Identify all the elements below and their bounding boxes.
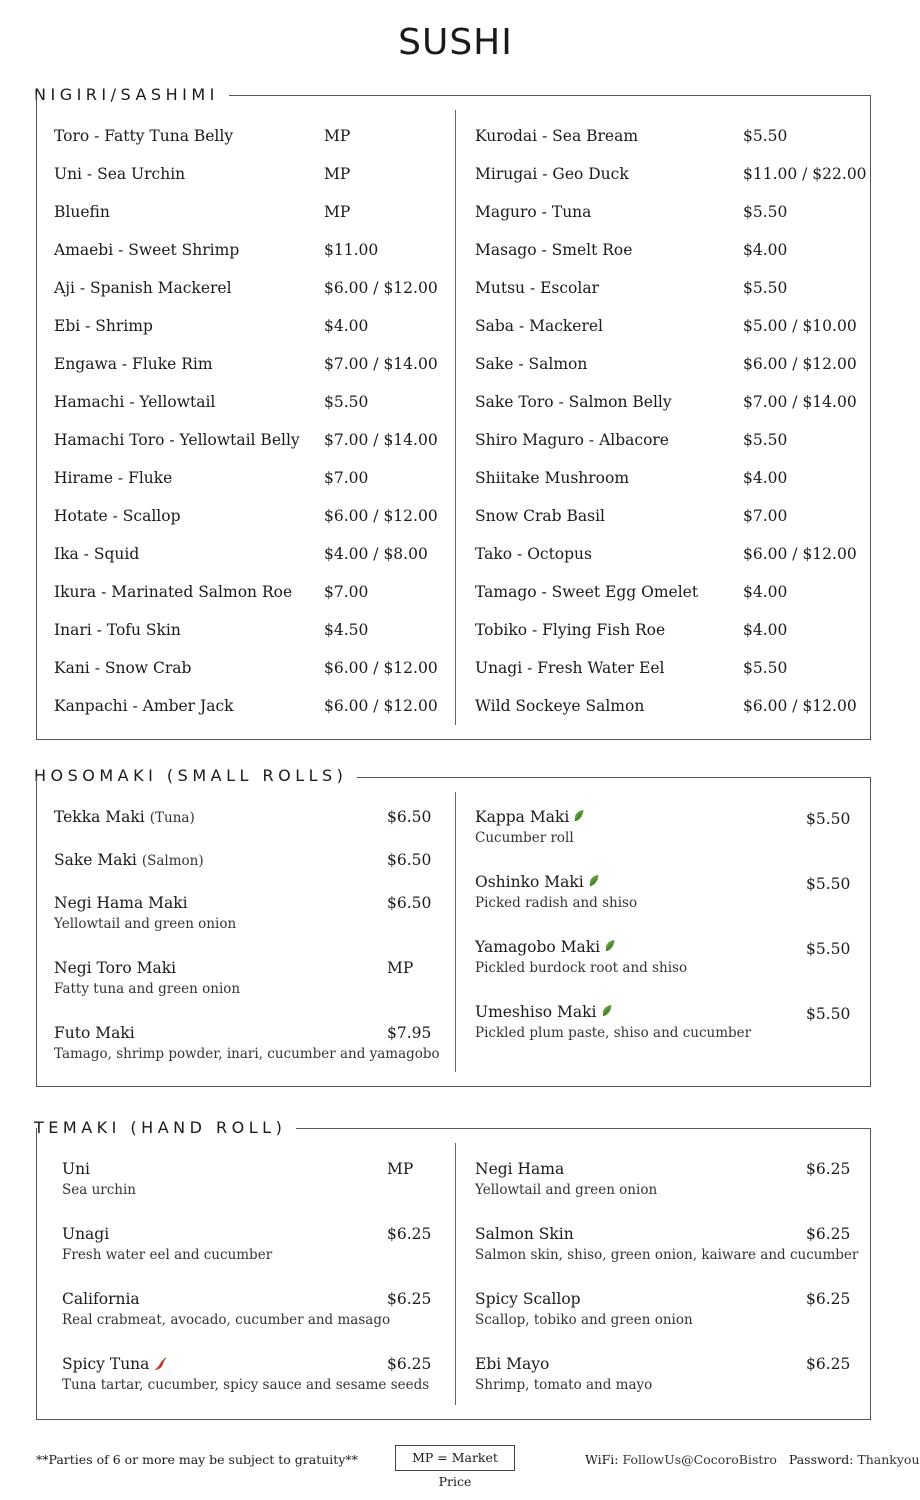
nigiri-section xyxy=(36,95,871,740)
leaf-icon xyxy=(601,1004,613,1018)
nigiri-item-name: Amaebi - Sweet Shrimp xyxy=(54,241,240,259)
nigiri-item-price: MP xyxy=(324,127,351,145)
hosomaki-item-name: Tekka Maki xyxy=(54,808,145,826)
temaki-item-description: Sea urchin xyxy=(62,1182,136,1198)
nigiri-item-name: Kurodai - Sea Bream xyxy=(475,127,639,145)
hosomaki-item-fish: (Tuna) xyxy=(149,810,195,826)
nigiri-item-name: Aji - Spanish Mackerel xyxy=(54,279,232,297)
gratuity-note: **Parties of 6 or more may be subject to gratuity** xyxy=(36,1452,358,1467)
temaki-item-description: Salmon skin, shiso, green onion, kaiware and cucumber xyxy=(475,1247,859,1263)
nigiri-item-price: $4.00 xyxy=(743,469,788,487)
temaki-item-name: Spicy Tuna xyxy=(62,1355,150,1373)
nigiri-item-name: Maguro - Tuna xyxy=(475,203,592,221)
nigiri-item-name: Tamago - Sweet Egg Omelet xyxy=(475,583,699,601)
nigiri-item-name: Uni - Sea Urchin xyxy=(54,165,186,183)
temaki-item-name: Spicy Scallop xyxy=(475,1290,581,1308)
nigiri-item-name: Snow Crab Basil xyxy=(475,507,605,525)
nigiri-item-price: $5.50 xyxy=(743,127,788,145)
temaki-item-price: $6.25 xyxy=(387,1355,432,1373)
nigiri-item-name: Saba - Mackerel xyxy=(475,317,604,335)
nigiri-item-price: $6.00 / $12.00 xyxy=(324,697,438,715)
hosomaki-item-name: Negi Hama Maki xyxy=(54,894,188,912)
nigiri-item-price: $6.00 / $12.00 xyxy=(324,507,438,525)
wifi-info xyxy=(585,1452,920,1467)
nigiri-item-price: $11.00 / $22.00 xyxy=(743,165,867,183)
temaki-item xyxy=(475,1355,549,1373)
temaki-item-description: Scallop, tobiko and green onion xyxy=(475,1312,693,1328)
hosomaki-item xyxy=(54,808,195,826)
hosomaki-item-price: $6.50 xyxy=(387,894,432,912)
hosomaki-item-name: Futo Maki xyxy=(54,1024,135,1042)
hosomaki-item xyxy=(54,1024,135,1042)
temaki-item xyxy=(62,1355,167,1373)
hosomaki-item-description: Tamago, shrimp powder, inari, cucumber and yamagobo xyxy=(54,1046,440,1062)
nigiri-item-price: $7.00 xyxy=(324,583,369,601)
nigiri-item-price: $4.00 xyxy=(743,241,788,259)
temaki-item-price: $6.25 xyxy=(387,1290,432,1308)
nigiri-item-price: $7.00 xyxy=(324,469,369,487)
hosomaki-item xyxy=(475,873,600,891)
nigiri-item-price: $7.00 / $14.00 xyxy=(324,431,438,449)
nigiri-item-name: Toro - Fatty Tuna Belly xyxy=(54,127,234,145)
nigiri-item-name: Wild Sockeye Salmon xyxy=(475,697,645,715)
hosomaki-heading: HOSOMAKI (SMALL ROLLS) xyxy=(34,766,357,785)
temaki-item-description: Tuna tartar, cucumber, spicy sauce and sesame seeds xyxy=(62,1377,430,1393)
nigiri-item-name: Kani - Snow Crab xyxy=(54,659,192,677)
hosomaki-item xyxy=(475,1003,613,1021)
hosomaki-item-name: Negi Toro Maki xyxy=(54,959,177,977)
wifi-network: FollowUs@CocoroBistro xyxy=(622,1452,777,1467)
nigiri-item-price: $5.50 xyxy=(743,659,788,677)
temaki-heading: TEMAKI (HAND ROLL) xyxy=(34,1118,296,1137)
nigiri-item-name: Sake - Salmon xyxy=(475,355,588,373)
temaki-item-name: California xyxy=(62,1290,140,1308)
hosomaki-item-fish: (Salmon) xyxy=(141,853,204,869)
hosomaki-item-name: Sake Maki xyxy=(54,851,137,869)
nigiri-item-name: Ika - Squid xyxy=(54,545,140,563)
hosomaki-item xyxy=(475,808,585,826)
hosomaki-item-price: $6.50 xyxy=(387,808,432,826)
temaki-item-name: Negi Hama xyxy=(475,1160,565,1178)
leaf-icon xyxy=(573,809,585,823)
nigiri-item-price: $4.00 / $8.00 xyxy=(324,545,428,563)
nigiri-item-name: Ikura - Marinated Salmon Roe xyxy=(54,583,293,601)
nigiri-item-name: Unagi - Fresh Water Eel xyxy=(475,659,665,677)
temaki-item xyxy=(475,1290,581,1308)
nigiri-item-name: Tobiko - Flying Fish Roe xyxy=(475,621,666,639)
hosomaki-column-divider xyxy=(455,792,456,1072)
hosomaki-item-description: Pickled burdock root and shiso xyxy=(475,960,688,976)
temaki-item-description: Shrimp, tomato and mayo xyxy=(475,1377,653,1393)
wifi-label: WiFi: xyxy=(585,1452,619,1467)
hosomaki-item-price: $5.50 xyxy=(806,1005,851,1023)
temaki-item-name: Salmon Skin xyxy=(475,1225,574,1243)
nigiri-item-price: $5.50 xyxy=(743,279,788,297)
temaki-item-description: Fresh water eel and cucumber xyxy=(62,1247,273,1263)
nigiri-item-price: $6.00 / $12.00 xyxy=(324,659,438,677)
nigiri-item-price: $6.00 / $12.00 xyxy=(743,697,857,715)
temaki-item xyxy=(62,1225,109,1243)
nigiri-item-price: $6.00 / $12.00 xyxy=(324,279,438,297)
nigiri-item-name: Ebi - Shrimp xyxy=(54,317,153,335)
temaki-item-price: $6.25 xyxy=(806,1225,851,1243)
leaf-icon xyxy=(588,874,600,888)
hosomaki-item xyxy=(475,938,616,956)
hosomaki-item-price: $5.50 xyxy=(806,875,851,893)
market-price-legend: MP = Market Price xyxy=(395,1445,515,1471)
nigiri-column-divider xyxy=(455,110,456,725)
nigiri-item-name: Masago - Smelt Roe xyxy=(475,241,633,259)
hosomaki-item-name: Yamagobo Maki xyxy=(475,938,601,956)
password-label: Password: xyxy=(788,1452,854,1467)
hosomaki-item-price: $5.50 xyxy=(806,940,851,958)
hosomaki-item-description: Yellowtail and green onion xyxy=(54,916,237,932)
nigiri-item-name: Inari - Tofu Skin xyxy=(54,621,181,639)
hosomaki-item-price: MP xyxy=(387,959,414,977)
temaki-item xyxy=(62,1290,140,1308)
leaf-icon xyxy=(604,939,616,953)
hosomaki-item-description: Pickled plum paste, shiso and cucumber xyxy=(475,1025,752,1041)
nigiri-item-price: $5.00 / $10.00 xyxy=(743,317,857,335)
nigiri-item-price: $7.00 xyxy=(743,507,788,525)
temaki-item-price: $6.25 xyxy=(806,1290,851,1308)
hosomaki-item-description: Cucumber roll xyxy=(475,830,574,846)
nigiri-item-price: $4.00 xyxy=(324,317,369,335)
nigiri-item-price: $5.50 xyxy=(324,393,369,411)
hosomaki-item xyxy=(54,894,188,912)
hosomaki-item-name: Umeshiso Maki xyxy=(475,1003,597,1021)
temaki-item-name: Uni xyxy=(62,1160,91,1178)
nigiri-item-name: Shiro Maguro - Albacore xyxy=(475,431,669,449)
nigiri-item-price: $7.00 / $14.00 xyxy=(743,393,857,411)
nigiri-item-name: Engawa - Fluke Rim xyxy=(54,355,213,373)
nigiri-item-price: $5.50 xyxy=(743,203,788,221)
nigiri-item-price: MP xyxy=(324,165,351,183)
hosomaki-item-description: Picked radish and shiso xyxy=(475,895,638,911)
nigiri-item-name: Hirame - Fluke xyxy=(54,469,173,487)
nigiri-item-name: Sake Toro - Salmon Belly xyxy=(475,393,672,411)
hosomaki-item-price: $7.95 xyxy=(387,1024,432,1042)
nigiri-item-price: $4.50 xyxy=(324,621,369,639)
temaki-item xyxy=(475,1225,574,1243)
hosomaki-item-price: $6.50 xyxy=(387,851,432,869)
nigiri-item-price: $11.00 xyxy=(324,241,379,259)
nigiri-item-price: $4.00 xyxy=(743,621,788,639)
wifi-password: Thankyou xyxy=(857,1452,920,1467)
nigiri-item-name: Hamachi Toro - Yellowtail Belly xyxy=(54,431,300,449)
temaki-item xyxy=(62,1160,90,1178)
nigiri-item-name: Hotate - Scallop xyxy=(54,507,181,525)
nigiri-item-name: Kanpachi - Amber Jack xyxy=(54,697,234,715)
nigiri-item-name: Tako - Octopus xyxy=(475,545,592,563)
nigiri-item-price: $4.00 xyxy=(743,583,788,601)
temaki-item-price: MP xyxy=(387,1160,414,1178)
temaki-item-description: Yellowtail and green onion xyxy=(475,1182,658,1198)
nigiri-item-name: Hamachi - Yellowtail xyxy=(54,393,216,411)
hosomaki-item-price: $5.50 xyxy=(806,810,851,828)
chili-pepper-icon xyxy=(153,1357,167,1371)
page-title: SUSHI xyxy=(398,22,513,63)
nigiri-item-name: Mirugai - Geo Duck xyxy=(475,165,629,183)
temaki-item xyxy=(475,1160,564,1178)
temaki-item-name: Ebi Mayo xyxy=(475,1355,550,1373)
temaki-item-price: $6.25 xyxy=(806,1355,851,1373)
temaki-column-divider xyxy=(455,1143,456,1405)
temaki-item-price: $6.25 xyxy=(806,1160,851,1178)
nigiri-item-price: $5.50 xyxy=(743,431,788,449)
hosomaki-item-description: Fatty tuna and green onion xyxy=(54,981,241,997)
nigiri-item-price: $6.00 / $12.00 xyxy=(743,545,857,563)
temaki-item-name: Unagi xyxy=(62,1225,110,1243)
nigiri-item-price: $7.00 / $14.00 xyxy=(324,355,438,373)
hosomaki-item-name: Kappa Maki xyxy=(475,808,570,826)
hosomaki-item xyxy=(54,959,176,977)
hosomaki-item-name: Oshinko Maki xyxy=(475,873,584,891)
hosomaki-item xyxy=(54,851,204,869)
nigiri-item-price: $6.00 / $12.00 xyxy=(743,355,857,373)
nigiri-item-price: MP xyxy=(324,203,351,221)
temaki-item-price: $6.25 xyxy=(387,1225,432,1243)
temaki-item-description: Real crabmeat, avocado, cucumber and masago xyxy=(62,1312,391,1328)
nigiri-heading: NIGIRI/SASHIMI xyxy=(34,85,229,104)
nigiri-item-name: Mutsu - Escolar xyxy=(475,279,599,297)
nigiri-item-name: Bluefin xyxy=(54,203,110,221)
nigiri-item-name: Shiitake Mushroom xyxy=(475,469,630,487)
